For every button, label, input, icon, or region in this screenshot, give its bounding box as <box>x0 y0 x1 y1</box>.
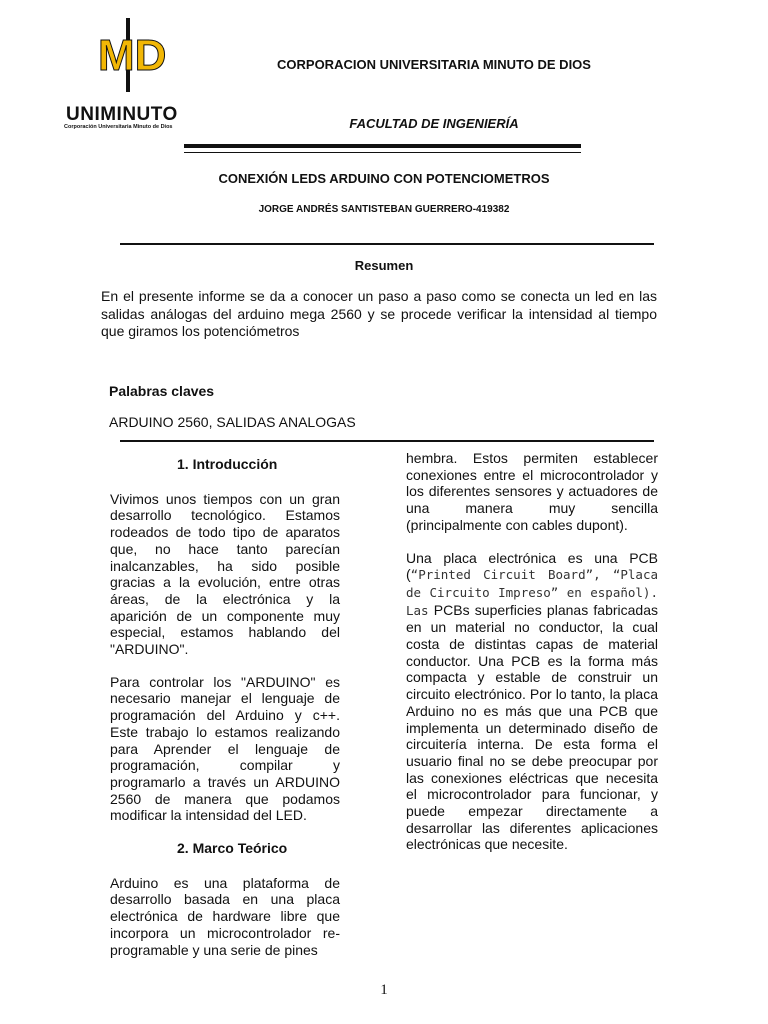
marco-paragraph-1: Arduino es una plataforma de desarrollo basada en una placa electrónica de hardware libre que incorpora un microcontrolador re-programable y una serie de pines <box>110 874 340 958</box>
left-column <box>110 456 340 974</box>
pcb-body-text: PCBs superficies planas fabricadas en un material no conductor, la cual costa de distintas capas de material conductor. Una PCB es la forma más compacta y estable de construir un circuito electrónico. Por lo tanto, la placa Arduino no es más que una PCB que implementa un determinado diseño de circuitería interna. De esta forma el usuario final no se debe preocupar por las conexiones eléctricas que necesita el microcontrolador para funcionar, y puede empezar directamente a desarrollar las diferentes aplicaciones electrónicas que necesite. <box>406 601 658 853</box>
intro-heading: 1. Introducción <box>177 456 278 472</box>
header-rule-thin <box>184 152 581 153</box>
abstract-heading: Resumen <box>354 258 414 273</box>
svg-text:MD: MD <box>98 31 166 80</box>
right-paragraph-1: hembra. Estos permiten establecer conexiones entre el microcontrolador y los diferentes sensores y actuadores de una manera muy sencilla (principalmente con cables dupont). <box>406 450 658 533</box>
right-paragraph-2 <box>406 550 658 854</box>
title-divider <box>120 243 654 245</box>
pcb-definition-text: “Printed Circuit Board”, “Placa de Circuito Impreso” en español). Las <box>406 567 658 618</box>
paper-title: CONEXIÓN LEDS ARDUINO CON POTENCIOMETROS <box>218 171 550 186</box>
keywords-text: ARDUINO 2560, SALIDAS ANALOGAS <box>109 414 356 430</box>
logo-brand: UNIMINUTO <box>66 104 178 125</box>
uniminuto-logo <box>62 18 202 130</box>
abstract-text: En el presente informe se da a conocer un paso a paso como se conecta un led en las salidas análogas del arduino mega 2560 y se procede verificar la intensidad al tiempo que giramos los potenciómetros <box>101 288 657 339</box>
keywords-divider <box>120 440 654 442</box>
right-column <box>406 450 658 869</box>
paper-author: JORGE ANDRÉS SANTISTEBAN GUERRERO-419382 <box>258 204 510 215</box>
institution-name: CORPORACION UNIVERSITARIA MINUTO DE DIOS <box>277 57 591 72</box>
page-number: 1 <box>380 982 388 998</box>
intro-paragraph-2: Para controlar los "ARDUINO" es necesario manejar el lenguaje de programación del Arduino y c++. Este trabajo lo estamos realizando para Aprender el lenguaje de programación, compilar y programarlo a través un ARDUINO 2560 de manera que podamos modificar la intensidad del LED. <box>110 673 340 824</box>
intro-paragraph-1: Vivimos unos tiempos con un gran desarrollo tecnológico. Estamos rodeados de todo tipo de aparatos que, no hace tanto parecían inalcanzables, ha sido posible gracias a la evolución, entre otras áreas, de la electrónica y la aparición de un componente muy especial, estamos hablando del "ARDUINO". <box>110 490 340 658</box>
pcb-intro-text: Una placa electrónica es una PCB ( <box>406 549 658 583</box>
faculty-name: FACULTAD DE INGENIERÍA <box>349 116 519 131</box>
header-rule-thick <box>184 144 581 148</box>
logo-subtitle: Corporación Universitaria Minuto de Dios <box>64 124 173 130</box>
marco-heading: 2. Marco Teórico <box>177 840 288 857</box>
keywords-heading: Palabras claves <box>109 383 215 399</box>
